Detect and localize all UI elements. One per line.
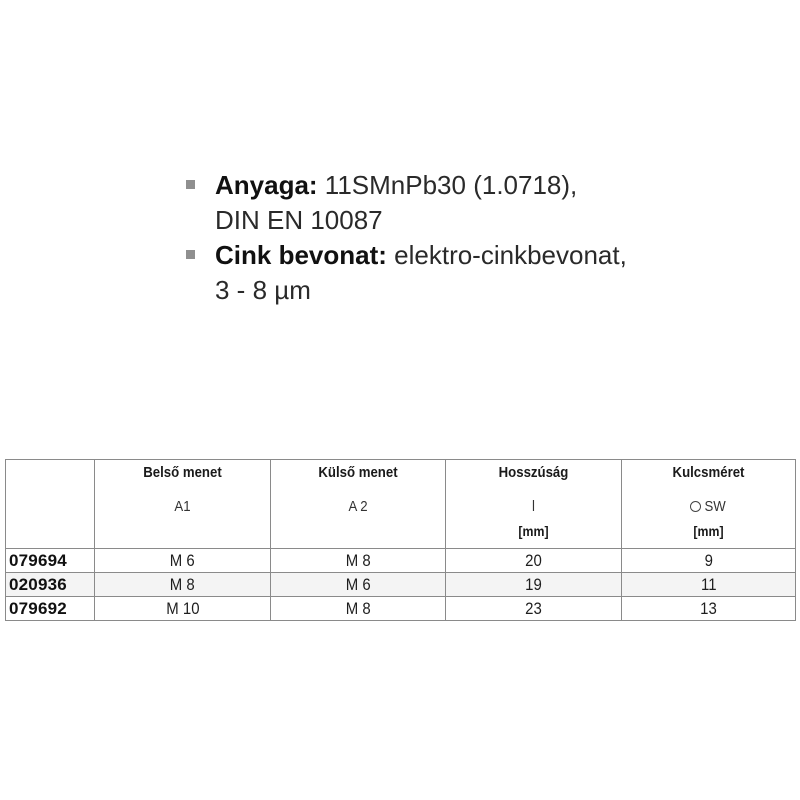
wrench-size-value: 9 [704, 550, 713, 570]
table-header-row [6, 460, 796, 549]
header-wrench-size [622, 460, 796, 549]
table-row [6, 549, 796, 573]
spec-zinc-line1 [215, 238, 746, 273]
article-number-cell: 020936 [6, 573, 95, 597]
external-thread-cell [271, 597, 446, 621]
length-cell [446, 549, 622, 573]
internal-thread-value: M 10 [165, 598, 200, 618]
square-bullet-icon [186, 180, 195, 189]
header-length [446, 460, 622, 549]
length-cell [446, 597, 622, 621]
wrench-size-cell [622, 597, 796, 621]
header-internal-thread-title: Belső menet [143, 464, 222, 481]
header-article-number [6, 460, 95, 549]
header-internal-thread-symbol: A1 [174, 498, 191, 515]
spec-zinc-value: elektro-cinkbevonat, [386, 240, 627, 270]
product-table [5, 459, 796, 621]
length-value: 20 [525, 550, 542, 570]
spec-material-standard: DIN EN 10087 [215, 205, 383, 235]
header-external-thread-symbol: A 2 [348, 498, 368, 515]
internal-thread-value: M 6 [170, 550, 195, 570]
spec-zinc-thickness: 3 - 8 µm [215, 275, 311, 305]
wrench-size-value: 13 [700, 598, 717, 618]
header-length-title: Hosszúság [498, 464, 569, 481]
internal-thread-cell [95, 549, 271, 573]
table-row [6, 597, 796, 621]
table-row [6, 573, 796, 597]
circle-icon [690, 501, 701, 512]
square-bullet-icon [186, 250, 195, 259]
header-length-unit: [mm] [518, 523, 549, 539]
wrench-size-value: 11 [700, 574, 717, 594]
spec-material-label: Anyaga: [215, 170, 318, 200]
header-wrench-size-symbol: SW [704, 498, 726, 515]
wrench-size-cell [622, 573, 796, 597]
length-value: 19 [525, 574, 542, 594]
length-value: 23 [525, 598, 542, 618]
external-thread-value: M 8 [345, 598, 371, 618]
internal-thread-cell [95, 573, 271, 597]
spec-zinc-label: Cink bevonat: [215, 240, 387, 270]
product-table-wrapper [5, 459, 796, 621]
length-cell [446, 573, 622, 597]
external-thread-cell [271, 573, 446, 597]
article-number-cell: 079692 [6, 597, 95, 621]
header-wrench-size-unit: [mm] [693, 523, 724, 539]
spec-material [186, 168, 746, 238]
spec-material-value: 11SMnPb30 (1.0718), [317, 170, 578, 200]
external-thread-cell [271, 549, 446, 573]
spec-material-line1 [215, 168, 746, 203]
article-number-cell: 079694 [6, 549, 95, 573]
header-length-symbol: l [532, 498, 535, 515]
header-external-thread-title: Külső menet [318, 464, 398, 481]
header-wrench-size-title: Kulcsméret [672, 464, 745, 481]
header-wrench-size-symbol-row [622, 498, 795, 515]
external-thread-value: M 8 [345, 550, 371, 570]
header-internal-thread [95, 460, 271, 549]
header-external-thread [271, 460, 446, 549]
internal-thread-cell [95, 597, 271, 621]
wrench-size-cell [622, 549, 796, 573]
spec-zinc-coating [186, 238, 746, 308]
external-thread-value: M 6 [345, 574, 371, 594]
spec-list [186, 168, 746, 308]
internal-thread-value: M 8 [170, 574, 195, 594]
